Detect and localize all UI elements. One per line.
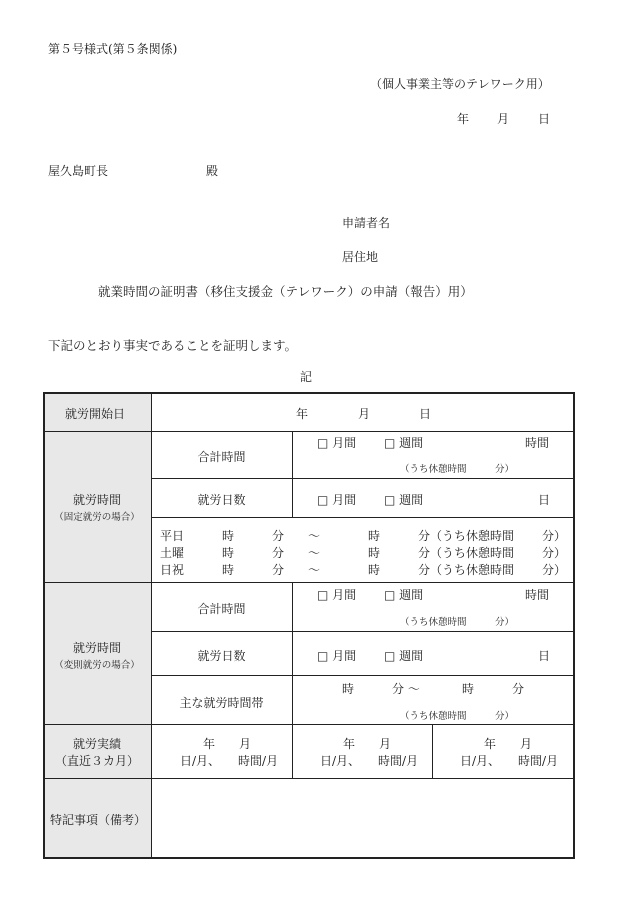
usage-note: （個人事業主等のテレワーク用） xyxy=(370,77,550,91)
row-divider xyxy=(43,724,574,725)
day-label: 土曜 xyxy=(160,546,185,560)
date-year: 年 xyxy=(457,112,470,126)
variable-days-label: 就労日数 xyxy=(197,649,246,663)
minute-close: 分） xyxy=(542,563,567,577)
table-border-right xyxy=(573,392,575,859)
minute-break: 分（うち休憩時間 xyxy=(418,546,515,560)
start-date-month: 月 xyxy=(358,407,371,421)
fixed-days-unit: 日 xyxy=(538,493,551,507)
record-month-ym: 年 月 xyxy=(484,737,533,751)
fixed-total-unit: 時間 xyxy=(525,436,550,450)
table-border-top xyxy=(43,392,574,394)
minute-unit: 分 xyxy=(272,546,285,560)
main-hours-label: 主な就労時間帯 xyxy=(179,696,264,710)
variable-days-unit: 日 xyxy=(538,649,551,663)
hour-unit: 時 xyxy=(222,563,235,577)
tilde: 〜 xyxy=(308,563,321,577)
day-label: 日祝 xyxy=(160,563,185,577)
row-divider xyxy=(151,478,574,479)
hour-unit: 時 xyxy=(368,529,381,543)
fixed-days-week: □ 週間 xyxy=(384,493,424,507)
row-divider xyxy=(151,631,574,632)
ki-label: 記 xyxy=(300,370,313,384)
col-divider xyxy=(432,724,433,778)
main-minute-end: 分 xyxy=(512,682,525,696)
minute-break: 分（うち休憩時間 xyxy=(418,529,515,543)
date-day: 日 xyxy=(538,112,551,126)
variable-total-break: （うち休憩時間 分） xyxy=(400,617,515,628)
main-hour-start: 時 xyxy=(342,682,355,696)
variable-total-week: □ 週間 xyxy=(384,588,424,602)
table-border-bottom xyxy=(43,857,574,859)
record-month-ym: 年 月 xyxy=(203,737,252,751)
fixed-days-month: □ 月間 xyxy=(317,493,357,507)
fixed-label: 就労時間 xyxy=(72,493,121,507)
fixed-sublabel: （固定就労の場合） xyxy=(54,512,140,523)
tilde: 〜 xyxy=(308,546,321,560)
addressee: 屋久島町長 xyxy=(48,164,109,178)
statement: 下記のとおり事実であることを証明します。 xyxy=(48,338,298,353)
main-hour-end: 時 xyxy=(462,682,475,696)
variable-total-label: 合計時間 xyxy=(197,602,246,616)
document-title: 就業時間の証明書（移住支援金（テレワーク）の申請（報告）用） xyxy=(98,284,473,299)
row-divider xyxy=(43,582,574,583)
honorific: 殿 xyxy=(206,164,219,178)
fixed-total-break: （うち休憩時間 分） xyxy=(400,464,515,475)
fixed-total-week: □ 週間 xyxy=(384,436,424,450)
col-divider xyxy=(292,431,293,517)
hour-unit: 時 xyxy=(368,546,381,560)
variable-total-unit: 時間 xyxy=(525,588,550,602)
hour-unit: 時 xyxy=(222,529,235,543)
variable-total-month: □ 月間 xyxy=(317,588,357,602)
day-label: 平日 xyxy=(160,529,185,543)
start-date-year: 年 xyxy=(296,407,309,421)
residence-label: 居住地 xyxy=(342,250,379,264)
variable-sublabel: （変則就労の場合） xyxy=(54,660,140,671)
main-minute-start: 分 〜 xyxy=(392,682,420,696)
record-month-detail: 日/月、 時間/月 xyxy=(460,754,559,768)
start-date-day: 日 xyxy=(419,407,432,421)
record-month-detail: 日/月、 時間/月 xyxy=(180,754,279,768)
minute-unit: 分 xyxy=(272,563,285,577)
remarks-label: 特記事項（備考） xyxy=(50,813,147,827)
record-label: 就労実績 xyxy=(72,737,121,751)
row-divider xyxy=(151,675,574,676)
fixed-total-month: □ 月間 xyxy=(317,436,357,450)
applicant-name-label: 申請者名 xyxy=(342,216,391,230)
minute-break: 分（うち休憩時間 xyxy=(418,563,515,577)
record-month-detail: 日/月、 時間/月 xyxy=(320,754,419,768)
remarks-field[interactable] xyxy=(152,779,573,857)
date-month: 月 xyxy=(497,112,510,126)
record-month-ym: 年 月 xyxy=(343,737,392,751)
variable-label: 就労時間 xyxy=(72,641,121,655)
table-border-left xyxy=(43,392,45,859)
start-date-label: 就労開始日 xyxy=(65,407,126,421)
hour-unit: 時 xyxy=(222,546,235,560)
fixed-days-label: 就労日数 xyxy=(197,493,246,507)
variable-days-week: □ 週間 xyxy=(384,649,424,663)
form-number: 第５号様式(第５条関係) xyxy=(48,42,178,56)
col-divider xyxy=(292,582,293,724)
variable-days-month: □ 月間 xyxy=(317,649,357,663)
main-break: （うち休憩時間 分） xyxy=(400,711,515,722)
record-sublabel: （直近３カ月） xyxy=(54,754,139,768)
tilde: 〜 xyxy=(308,529,321,543)
minute-close: 分） xyxy=(542,529,567,543)
row-divider xyxy=(43,431,574,432)
hour-unit: 時 xyxy=(368,563,381,577)
minute-close: 分） xyxy=(542,546,567,560)
minute-unit: 分 xyxy=(272,529,285,543)
col-divider xyxy=(292,724,293,778)
row-divider xyxy=(151,517,574,518)
fixed-total-label: 合計時間 xyxy=(197,450,246,464)
